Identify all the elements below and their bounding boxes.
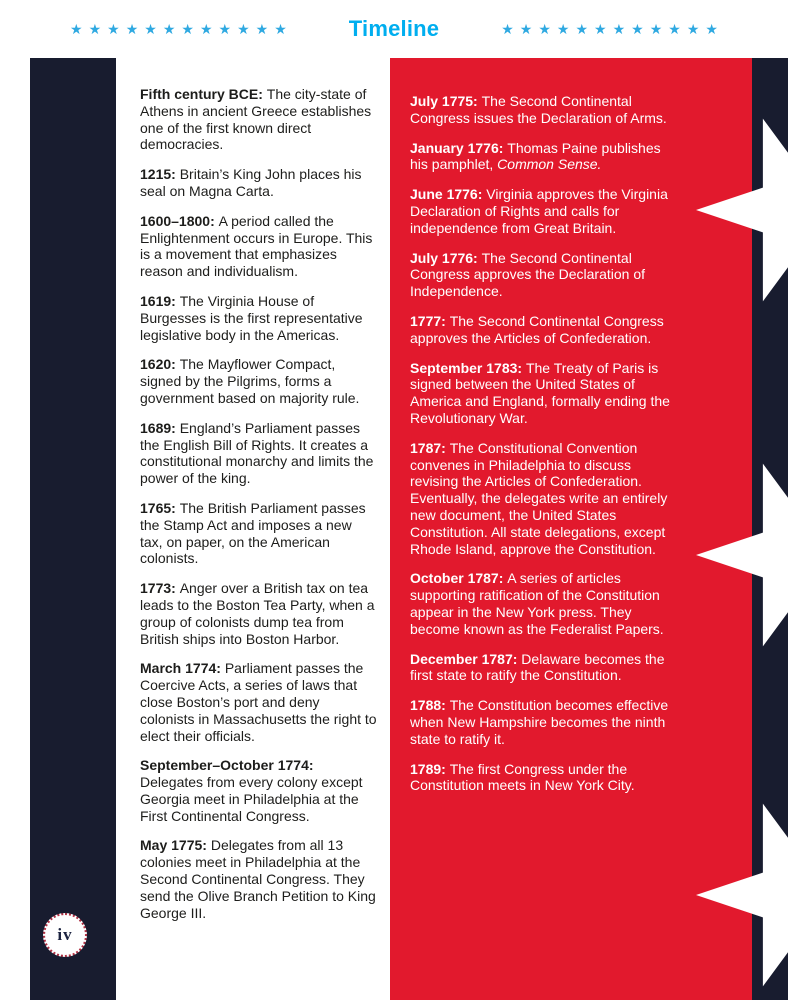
decorative-star-icon: ★ xyxy=(125,21,139,37)
timeline-entry: 1600–1800: A period called the Enlightenment occurs in Europe. This is a movement that emphasizes reason and individualism. xyxy=(140,212,373,280)
timeline-entry: September 1783: The Treaty of Paris is signed between the United States of America and England, formally ending the Revolutionary War. xyxy=(410,359,670,426)
timeline-entry-date: 1600–1800: xyxy=(140,212,219,229)
timeline-entry: 1765: The British Parliament passes the Stamp Act and imposes a new tax, on paper, on the American colonists. xyxy=(140,499,366,567)
timeline-entry-date: 1787: xyxy=(410,439,450,456)
timeline-entry-date: December 1787: xyxy=(410,650,522,667)
decorative-star-icon: ★ xyxy=(255,21,269,37)
timeline-red-stripe-column xyxy=(390,58,752,1000)
decorative-star-icon: ★ xyxy=(237,21,250,37)
timeline-entry: 1215: Britain’s King John places his seal on Magna Carta. xyxy=(140,166,362,199)
timeline-entry-date: Fifth century BCE: xyxy=(140,86,267,102)
page-header xyxy=(0,0,788,58)
timeline-entry-date: 1689: xyxy=(140,419,180,436)
timeline-entry-date: 1777: xyxy=(410,312,450,329)
decorative-star-icon: ★ xyxy=(668,21,681,37)
timeline-entry: 1689: England’s Parliament passes the English Bill of Rights. It creates a constitutional monarchy and limits the power of the king. xyxy=(140,419,374,487)
header-star-row-right xyxy=(501,22,718,36)
timeline-entry: July 1776: The Second Continental Congress approves the Declaration of Independence. xyxy=(410,249,646,300)
timeline-entry-date: 1788: xyxy=(410,697,450,714)
timeline-entry: 1777: The Second Continental Congress approves the Articles of Confederation. xyxy=(410,312,664,346)
timeline-entry: June 1776: Virginia approves the Virginia Declaration of Rights and calls for independence from Great Britain. xyxy=(410,186,668,236)
decorative-star-icon: ★ xyxy=(144,21,157,37)
timeline-entry-date: 1619: xyxy=(140,292,180,309)
timeline-entry-date: 1620: xyxy=(140,356,180,373)
decorative-star-icon: ★ xyxy=(162,21,176,37)
timeline-entry: July 1775: The Second Continental Congress issues the Declaration of Arms. xyxy=(410,93,667,126)
timeline-left-column xyxy=(140,86,377,934)
timeline-entry-date: September 1783: xyxy=(410,359,526,376)
timeline-entry-date: September–October 1774: xyxy=(140,757,314,774)
decorative-star-icon: ★ xyxy=(649,21,663,37)
page-title: Timeline xyxy=(348,16,440,41)
decorative-star-icon: ★ xyxy=(705,21,718,37)
timeline-entry-date: 1765: xyxy=(140,499,180,516)
timeline-entry: 1787: The Constitutional Convention convenes in Philadelphia to discuss revising the Articles of Confederation. Eventually, the delegates write an entirely new document, the United States Constitution. All state delegations, except Rhode Island, approve the Constitution. xyxy=(410,439,668,557)
timeline-entry-date: 1789: xyxy=(410,760,450,777)
decorative-star-icon: ★ xyxy=(686,21,700,37)
decorative-star-icon: ★ xyxy=(501,21,514,37)
timeline-entry-date: October 1787: xyxy=(410,570,508,587)
decorative-star-icon: ★ xyxy=(88,21,102,37)
decorative-star-icon: ★ xyxy=(218,21,232,37)
timeline-entry-date: 1773: xyxy=(140,580,180,597)
decorative-star-icon: ★ xyxy=(70,21,83,37)
left-navy-stripe xyxy=(30,58,116,1000)
timeline-entry: January 1776: Thomas Paine publishes his pamphlet, Common Sense. xyxy=(410,139,661,173)
timeline-entry: September–October 1774: Delegates from every colony except Georgia meet in Philadelphia at the First Continental Congress. xyxy=(140,757,363,824)
decorative-star-icon: ★ xyxy=(538,21,551,37)
timeline-entry: December 1787: Delaware becomes the first state to ratify the Constitution. xyxy=(410,650,665,684)
timeline-entry-date: March 1774: xyxy=(140,660,225,677)
flag-star-band xyxy=(752,58,788,1000)
decorative-star-icon: ★ xyxy=(556,21,570,37)
timeline-entry-date: June 1776: xyxy=(410,186,487,203)
timeline-entry: May 1775: Delegates from all 13 colonies meet in Philadelphia at the Second Continental Congress. They send the Olive Branch Petition to King George III. xyxy=(140,837,376,921)
timeline-entry: 1620: The Mayflower Compact, signed by the Pilgrims, forms a government based on majority rule. xyxy=(140,356,360,406)
header-star-row-left xyxy=(70,22,287,36)
decorative-star-icon: ★ xyxy=(181,21,194,37)
decorative-star-icon: ★ xyxy=(274,21,287,37)
timeline-entry-italic-title: Common Sense. xyxy=(497,156,602,173)
timeline-entry: October 1787: A series of articles supporting ratification of the Constitution appear in the New York press. They become known as the Federalist Papers. xyxy=(410,570,664,637)
timeline-entry: 1773: Anger over a British tax on tea leads to the Boston Tea Party, when a group of colonists dump tea from British ships into Boston Harbor. xyxy=(140,580,375,647)
page-number: iv xyxy=(57,925,73,944)
timeline-red-column-text xyxy=(410,93,682,794)
timeline-entry: 1619: The Virginia House of Burgesses is the first representative legislative body in the Americas. xyxy=(140,292,363,343)
page-number-badge xyxy=(43,913,87,957)
decorative-star-icon: ★ xyxy=(631,21,644,37)
timeline-entry: March 1774: Parliament passes the Coercive Acts, a series of laws that close Boston’s port and deny colonists in Massachusetts the right to elect their officials. xyxy=(140,660,377,744)
timeline-entry: Fifth century BCE: The city-state of Athens in ancient Greece establishes one of the first known direct democracies. xyxy=(140,86,372,153)
decorative-star-icon: ★ xyxy=(107,21,120,37)
decorative-star-icon: ★ xyxy=(612,21,626,37)
timeline-entry-date: 1215: xyxy=(140,166,180,183)
timeline-entry-date: May 1775: xyxy=(140,837,211,854)
timeline-entry: 1788: The Constitution becomes effective when New Hampshire becomes the ninth state to ratify it. xyxy=(410,697,669,747)
decorative-star-icon: ★ xyxy=(575,21,589,37)
decorative-star-icon: ★ xyxy=(519,21,533,37)
timeline-entry-date: July 1775: xyxy=(410,93,482,109)
timeline-entry: 1789: The first Congress under the Constitution meets in New York City. xyxy=(410,760,635,794)
timeline-entry-date: January 1776: xyxy=(410,139,508,156)
decorative-star-icon: ★ xyxy=(594,21,607,37)
decorative-star-icon: ★ xyxy=(199,21,213,37)
timeline-entry-date: July 1776: xyxy=(410,249,482,266)
